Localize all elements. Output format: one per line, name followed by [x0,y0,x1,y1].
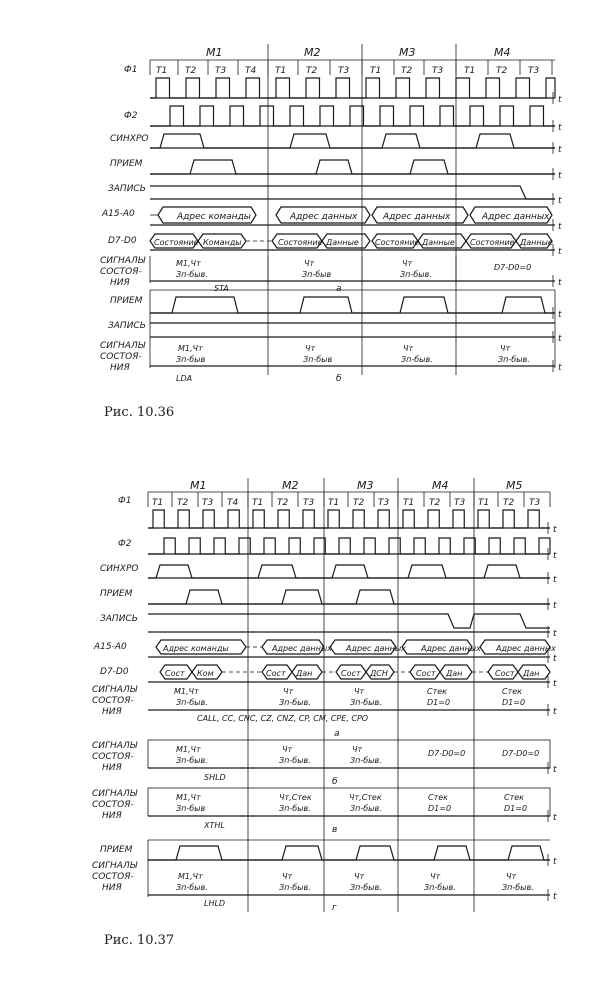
data-bus-segment: Сост [266,669,286,678]
cycle-label-m3: M3 [357,479,374,492]
time-axis-label: t [558,222,562,232]
status-text: Зп-быв. [279,804,311,813]
signal-name-write: ЗАПИСЬ [100,614,138,624]
status-text: Зп-быв. [502,883,534,892]
time-axis-label: t [558,247,562,257]
figure-10-37 [92,478,557,948]
data-bus-segment: Данные [326,238,359,247]
status-text: D1=0 [427,698,451,707]
lda-signal-write: ЗАПИСЬ [108,321,146,331]
figure-caption: Рис. 10.36 [104,405,175,420]
status-text: Зп-быв. [176,883,208,892]
shld-status-line3: НИЯ [102,763,122,773]
data-bus-segment: Состояние [375,238,420,247]
t-state-label: T3 [432,66,444,76]
t-state-label: T3 [215,66,227,76]
lhld-receive-pulse [148,846,550,860]
addr-bus-segment: Адрес данных [383,212,451,222]
status-text: Чт [402,259,413,268]
status-text: Стек [428,793,448,802]
t-state-labels [152,498,540,508]
time-axis-label: t [558,363,562,373]
time-axis-label: t [558,334,562,344]
t-state-label: T3 [454,498,466,508]
status-text: М1,Чт [178,872,203,881]
data-bus-segment: Данные [520,238,553,247]
lda-status-line3: НИЯ [110,363,130,373]
signal-name-addr: А15-А0 [94,642,127,652]
status-text: М1,Чт [176,793,201,802]
status-text: Зп-быв [302,270,332,279]
status-label-line3: НИЯ [110,278,130,288]
lda-receive-pulse [150,297,555,313]
status-text: М1,Чт [176,745,201,754]
sync-pulse [148,565,550,578]
t-state-label: T1 [464,66,476,76]
status-text: Зп-быв. [176,756,208,765]
status-text: Чт [403,344,414,353]
receive-pulse [148,590,550,604]
status-text: D7-D0=0 [494,263,532,272]
t-state-label: T1 [370,66,382,76]
t-state-label: T3 [529,498,541,508]
status-text: Зп-быв [176,804,206,813]
data-bus-segment: Дан [446,669,463,678]
time-axis-label: t [553,892,557,902]
time-axis-label: t [553,629,557,639]
instruction-name-lda: LDA [176,374,193,383]
t-state-label: T2 [503,498,515,508]
status-text: D1=0 [502,698,526,707]
status-text: Зп-быв [303,355,333,364]
status-text: D1=0 [428,804,452,813]
data-bus-segment: Состояние [278,238,323,247]
time-axis-label: t [558,310,562,320]
signal-name-phi2: Ф2 [124,111,138,121]
cycle-label-m1: M1 [190,479,207,492]
status-text: М1,Чт [176,259,201,268]
signal-name-data: D7-D0 [100,667,129,677]
time-axis-label: t [553,654,557,664]
lhld-signal-receive: ПРИЕМ [100,845,133,855]
status-text: Зп-быв. [176,270,208,279]
time-axis-label: t [558,278,562,288]
status-text: Зп-быв. [350,698,382,707]
status-text: Чт [354,687,365,696]
status-text: Чт [305,344,316,353]
data-bus-segment: Сост [416,669,436,678]
status-text: Зп-быв. [400,270,432,279]
addr-bus-segment: Адрес данных [272,644,332,653]
subfigure-label-b: б [336,374,342,384]
status-text: М1,Чт [178,344,203,353]
t-state-label: T1 [328,498,340,508]
subfigure-label-a: а [336,284,342,294]
time-axis-label: t [553,601,557,611]
status-text: D1=0 [504,804,528,813]
addr-bus-segment: Адрес данных [421,644,481,653]
sync-pulse [150,134,555,148]
t-state-label: T2 [496,66,508,76]
figure-caption: Рис. 10.37 [104,933,175,948]
status-text: М1,Чт [174,687,199,696]
signal-name-sync: СИНХРО [100,564,139,574]
time-axis-label: t [558,196,562,206]
status-label-line1: СИГНАЛЫ [92,685,138,695]
status-text: Зп-быв. [401,355,433,364]
subfigure-label-d: г [332,903,337,913]
receive-pulse [150,160,555,174]
status-text: Чт [283,687,294,696]
time-axis-label: t [553,857,557,867]
lda-status-line1: СИГНАЛЫ [100,341,146,351]
shld-status-line2: СОСТОЯ- [92,752,134,762]
xthl-status-line2: СОСТОЯ- [92,800,134,810]
subfigure-label-c: в [332,825,338,835]
instruction-name-shld: SHLD [204,773,226,782]
time-axis-label: t [553,575,557,585]
t-state-label: T1 [152,498,164,508]
time-axis-label: t [553,707,557,717]
status-label-line3: НИЯ [102,707,122,717]
status-text: Зп-быв [176,355,206,364]
status-text: Зп-быв. [176,698,208,707]
signal-name-phi1: Ф1 [118,496,132,506]
instruction-name-xthl: XTHL [204,821,225,830]
status-text: Зп-быв. [350,804,382,813]
data-bus-segment: ДСН [370,669,388,678]
xthl-status-line3: НИЯ [102,811,122,821]
t-state-label: T1 [478,498,490,508]
status-text: Зп-быв. [498,355,530,364]
status-label-line2: СОСТОЯ- [100,267,142,277]
addr-bus-segment: Адрес данных [496,644,556,653]
addr-bus-segment: Адрес данных [290,212,358,222]
t-state-label: T2 [401,66,413,76]
t-state-label: T2 [177,498,189,508]
status-text: Чт [282,745,293,754]
status-text: Чт [352,745,363,754]
t-state-label: T2 [306,66,318,76]
data-bus-segment: Ком [197,669,214,678]
time-axis-label: t [558,123,562,133]
data-bus-segment: Состояние [154,238,199,247]
t-state-label: T1 [275,66,287,76]
status-text: Чт [282,872,293,881]
t-state-label: T3 [303,498,315,508]
signal-name-receive: ПРИЕМ [110,159,143,169]
status-text: Зп-быв. [279,883,311,892]
t-state-label: T3 [528,66,540,76]
signal-name-phi1: Ф1 [124,65,138,75]
figure-10-36 [100,44,562,420]
status-text: Зп-быв. [279,698,311,707]
status-text: Чт [500,344,511,353]
signal-name-sync: СИНХРО [110,134,149,144]
subfigure-label-b: б [332,777,338,787]
phi1-clock [148,510,550,528]
data-bus-segment: Данные [422,238,455,247]
addr-bus-segment: Адрес команды [177,212,251,222]
status-text: Зп-быв. [350,883,382,892]
status-text: Чт [430,872,441,881]
status-text: Чт [506,872,517,881]
status-text: D7-D0=0 [428,749,466,758]
status-label-line1: СИГНАЛЫ [100,256,146,266]
t-state-label: T4 [227,498,239,508]
addr-bus-segment: Адрес данных [346,644,406,653]
data-bus-segment: Сост [165,669,185,678]
time-axis-label: t [553,679,557,689]
status-text: Зп-быв. [424,883,456,892]
time-axis-label: t [558,95,562,105]
status-text: Чт,Стек [349,793,382,802]
data-bus-segment: Дан [296,669,313,678]
status-text: Стек [427,687,447,696]
cycle-label-m4: M4 [432,479,449,492]
phi2-clock [148,538,550,554]
signal-name-addr: А15-А0 [102,209,135,219]
time-axis-label: t [553,551,557,561]
data-bus-segment: Команды [203,238,242,247]
t-state-label: T3 [202,498,214,508]
status-text: Чт,Стек [279,793,312,802]
t-state-label: T3 [378,498,390,508]
t-state-label: T3 [338,66,350,76]
phi2-clock [150,106,555,126]
status-text: Стек [504,793,524,802]
signal-name-data: D7-D0 [108,236,137,246]
addr-bus-segment: Адрес данных [482,212,550,222]
status-text: D7-D0=0 [502,749,540,758]
lhld-status-line1: СИГНАЛЫ [92,861,138,871]
status-text: Чт [304,259,315,268]
shld-status-line1: СИГНАЛЫ [92,741,138,751]
write-line [148,614,550,628]
cycle-label-m1: M1 [206,46,223,59]
t-state-label: T2 [185,66,197,76]
t-state-label: T4 [245,66,257,76]
status-panel-box [148,740,550,768]
addr-bus-segment: Адрес команды [163,644,229,653]
write-line [150,186,555,199]
xthl-status-line1: СИГНАЛЫ [92,789,138,799]
time-axis-label: t [553,525,557,535]
instruction-names-call: CALL, CC, CNC, CZ, CNZ, CP, CM, CPE, CPO [197,714,369,723]
time-axis-label: t [558,171,562,181]
cycle-label-m4: M4 [494,46,511,59]
t-state-label: T2 [353,498,365,508]
status-text: Зп-быв. [350,756,382,765]
time-axis-label: t [553,813,557,823]
cycle-label-m5: M5 [506,479,523,492]
data-bus-segment: Дан [523,669,540,678]
t-state-label: T1 [403,498,415,508]
data-bus-segment: Сост [341,669,361,678]
status-text: Стек [502,687,522,696]
subfigure-label-a: а [334,729,340,739]
status-text: Чт [354,872,365,881]
cycle-label-m2: M2 [304,46,321,59]
waveforms [150,44,562,375]
t-state-label: T2 [277,498,289,508]
cycle-label-m2: M2 [282,479,299,492]
t-state-label: T2 [429,498,441,508]
lhld-status-line2: СОСТОЯ- [92,872,134,882]
signal-name-phi2: Ф2 [118,539,132,549]
data-bus-segment: Сост [495,669,515,678]
instruction-name-lhld: LHLD [204,899,226,908]
t-state-labels [156,66,539,76]
phi1-clock [150,78,555,98]
lda-status-line2: СОСТОЯ- [100,352,142,362]
signal-name-write: ЗАПИСЬ [108,184,146,194]
time-axis-label: t [553,765,557,775]
t-state-label: T1 [156,66,168,76]
lhld-status-line3: НИЯ [102,883,122,893]
status-label-line2: СОСТОЯ- [92,696,134,706]
signal-name-receive: ПРИЕМ [100,589,133,599]
status-text: Зп-быв. [279,756,311,765]
data-bus-segment: Состояние [470,238,515,247]
time-axis-label: t [558,145,562,155]
t-state-label: T1 [252,498,264,508]
lda-signal-receive: ПРИЕМ [110,296,143,306]
instruction-name-sta: STA [214,284,229,293]
waveforms [148,478,557,912]
cycle-label-m3: M3 [399,46,416,59]
